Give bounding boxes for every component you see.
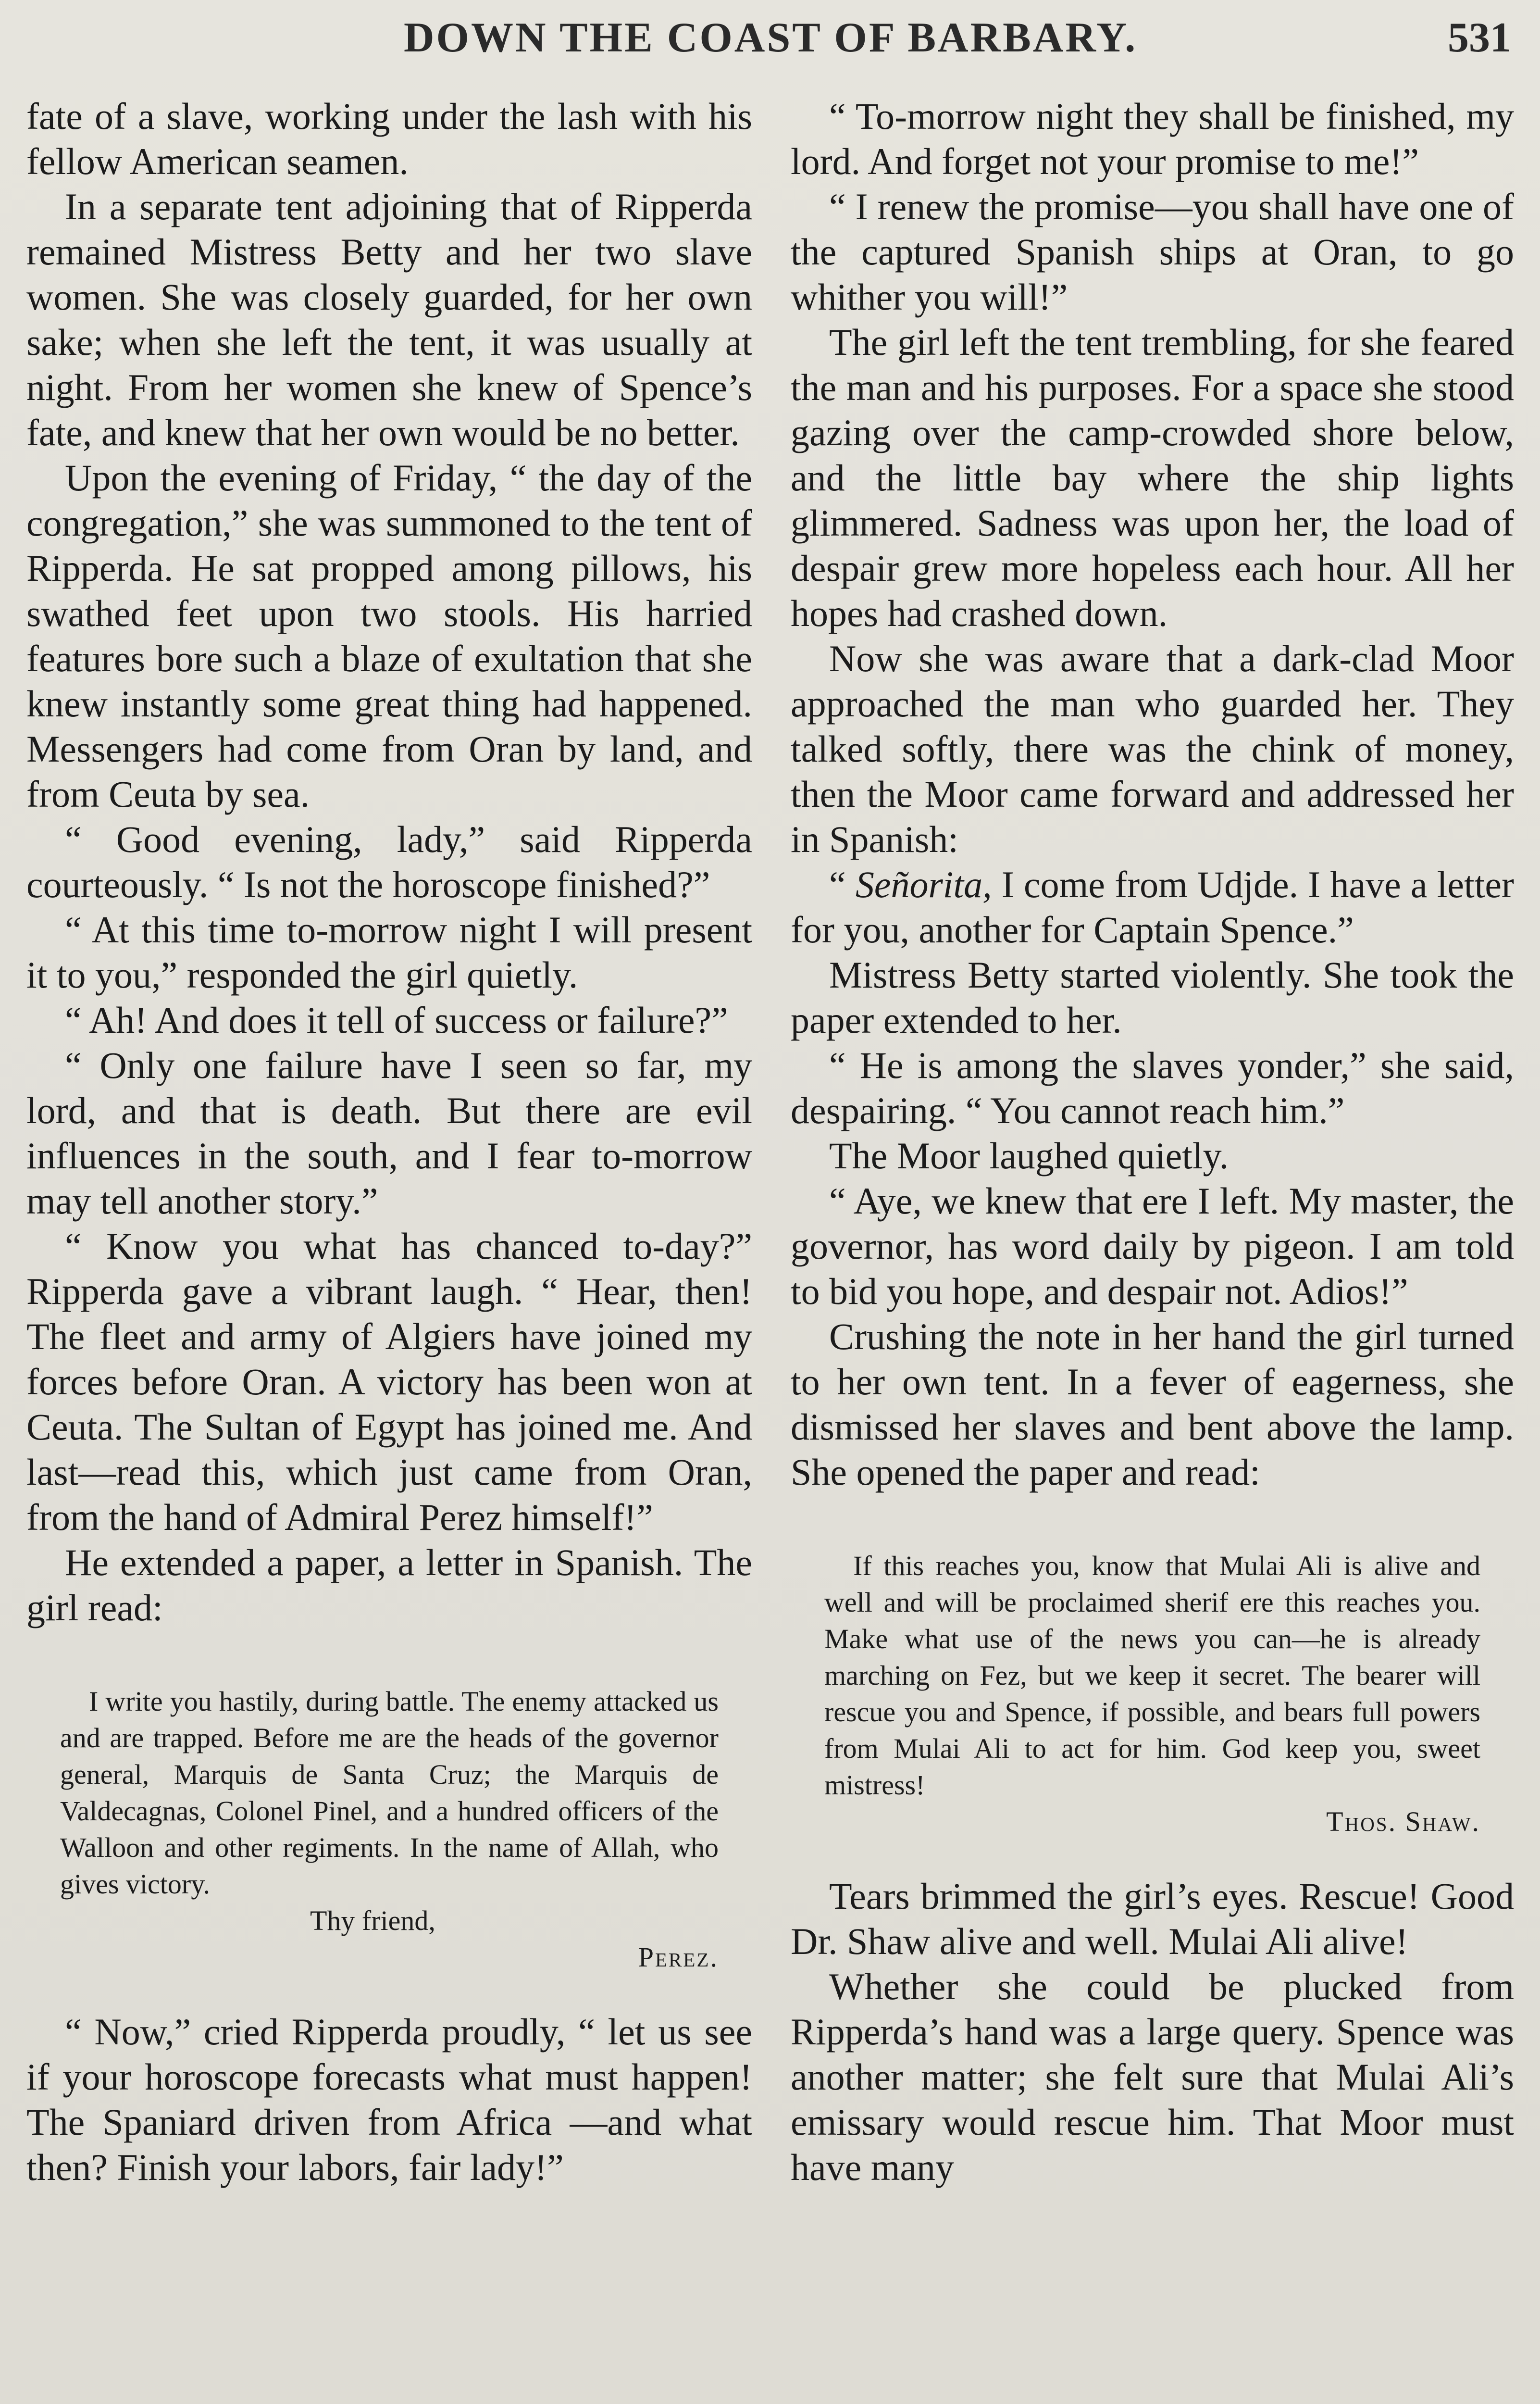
paragraph: “ At this time to-morrow night I will present it to you,” responded the girl quietly.: [26, 909, 752, 996]
left-column: [26, 94, 752, 2190]
italic-word: Señorita,: [855, 864, 992, 905]
paragraph: “ Know you what has chanced to-day?” Ripperda gave a vibrant laugh. “ Hear, then! The fleet and army of Algiers have joined my forces before Oran. A victory has been won at Ceuta. The Sultan of Egypt has joined me. And last—read this, which just came from Oran, from the hand of Admiral Perez himself!”: [26, 1225, 752, 1538]
paragraph: “ I renew the promise—you shall have one of the captured Spanish ships at Oran, to go whither you will!”: [791, 186, 1514, 318]
paragraph: Now she was aware that a dark-clad Moor approached the man who guarded her. They talked softly, there was the chink of money, then the Moor came forward and addressed her in Spanish:: [791, 638, 1514, 860]
shaw-letter: [824, 1548, 1480, 1840]
perez-letter: [60, 1683, 719, 1976]
paragraph: In a separate tent adjoining that of Ripperda remained Mistress Betty and her two slave women. She was closely guarded, for her own sake; when she left the tent, it was usually at night. From her women she knew of Spence’s fate, and knew that her own would be no better.: [26, 186, 752, 453]
paragraph: The girl left the tent trembling, for she feared the man and his purposes. For a space she stood gazing over the camp-crowded shore below, and the little bay where the ship lights glimmered. Sadness was upon her, the load of despair grew more hopeless each hour. All her hopes had crashed down.: [791, 321, 1514, 634]
paragraph: Mistress Betty started violently. She took the paper extended to her.: [791, 954, 1514, 1041]
paragraph: Upon the evening of Friday, “ the day of the congregation,” she was summoned to the tent of Ripperda. He sat propped among pillows, his swathed feet upon two stools. His harried features bore such a blaze of exultation that she knew instantly some great thing had happened. Messengers had come from Oran by land, and from Ceuta by sea.: [26, 457, 752, 815]
paragraph: fate of a slave, working under the lash with his fellow American seamen.: [26, 95, 752, 182]
letter-body: If this reaches you, know that Mulai Ali is alive and well and will be proclaimed sherif ere this reaches you. Make what use of the news you can—he is already marching on Fez, but we keep it secret. The bearer will rescue you and Spence, if possible, and bears full powers from Mulai Ali to act for him. God keep you, sweet mistress!: [824, 1550, 1480, 1801]
paragraph: “ To-morrow night they shall be finished, my lord. And forget not your promise to me!”: [791, 95, 1514, 182]
right-column: [791, 94, 1514, 2190]
paragraph: “ Good evening, lady,” said Ripperda courteously. “ Is not the horoscope finished?”: [26, 818, 752, 905]
paragraph: Crushing the note in her hand the girl turned to her own tent. In a fever of eagerness, she dismissed her slaves and bent above the lamp. She opened the paper and read:: [791, 1315, 1514, 1493]
paragraph: He extended a paper, a letter in Spanish. The girl read:: [26, 1541, 752, 1628]
paragraph: “ Señorita, I come from Udjde. I have a letter for you, another for Captain Spence.”: [791, 864, 1514, 951]
paragraph: The Moor laughed quietly.: [829, 1135, 1229, 1177]
letter-signature: Thos. Shaw.: [1326, 1806, 1480, 1837]
page-number: 531: [1448, 14, 1511, 61]
running-title: DOWN THE COAST OF BARBARY.: [404, 14, 1138, 61]
paragraph: “ Only one failure have I seen so far, my lord, and that is death. But there are evil influences in the south, and I fear to-morrow may tell another story.”: [26, 1044, 752, 1222]
paragraph: “ Now,” cried Ripperda proudly, “ let us see if your horoscope forecasts what must happen! The Spaniard driven from Africa —and what then? Finish your labors, fair lady!”: [26, 2011, 752, 2188]
letter-signature: Perez.: [638, 1941, 719, 1973]
paragraph: Tears brimmed the girl’s eyes. Rescue! Good Dr. Shaw alive and well. Mulai Ali alive!: [791, 1875, 1514, 1962]
paragraph: “ Aye, we knew that ere I left. My master, the governor, has word daily by pigeon. I am told to bid you hope, and despair not. Adios!”: [791, 1180, 1514, 1312]
page-header: [0, 13, 1540, 71]
paragraph-text: I come from Udjde. I have a letter for you, another for Captain Spence.”: [791, 864, 1514, 951]
paragraph: “ He is among the slaves yonder,” she said, despairing. “ You cannot reach him.”: [791, 1044, 1514, 1131]
paragraph: “ Ah! And does it tell of success or failure?”: [65, 999, 728, 1041]
paragraph: Whether she could be plucked from Ripperda’s hand was a large query. Spence was another matter; she felt sure that Mulai Ali’s emissary would rescue him. That Moor must have many: [791, 1966, 1514, 2188]
letter-body: I write you hastily, during battle. The enemy attacked us and are trapped. Before me are the heads of the governor general, Marquis de Santa Cruz; the Marquis de Valdecagnas, Colonel Pinel, and a hundred officers of the Walloon and other regiments. In the name of Allah, who gives victory.: [60, 1686, 719, 1900]
letter-closing: Thy friend,: [310, 1905, 435, 1936]
